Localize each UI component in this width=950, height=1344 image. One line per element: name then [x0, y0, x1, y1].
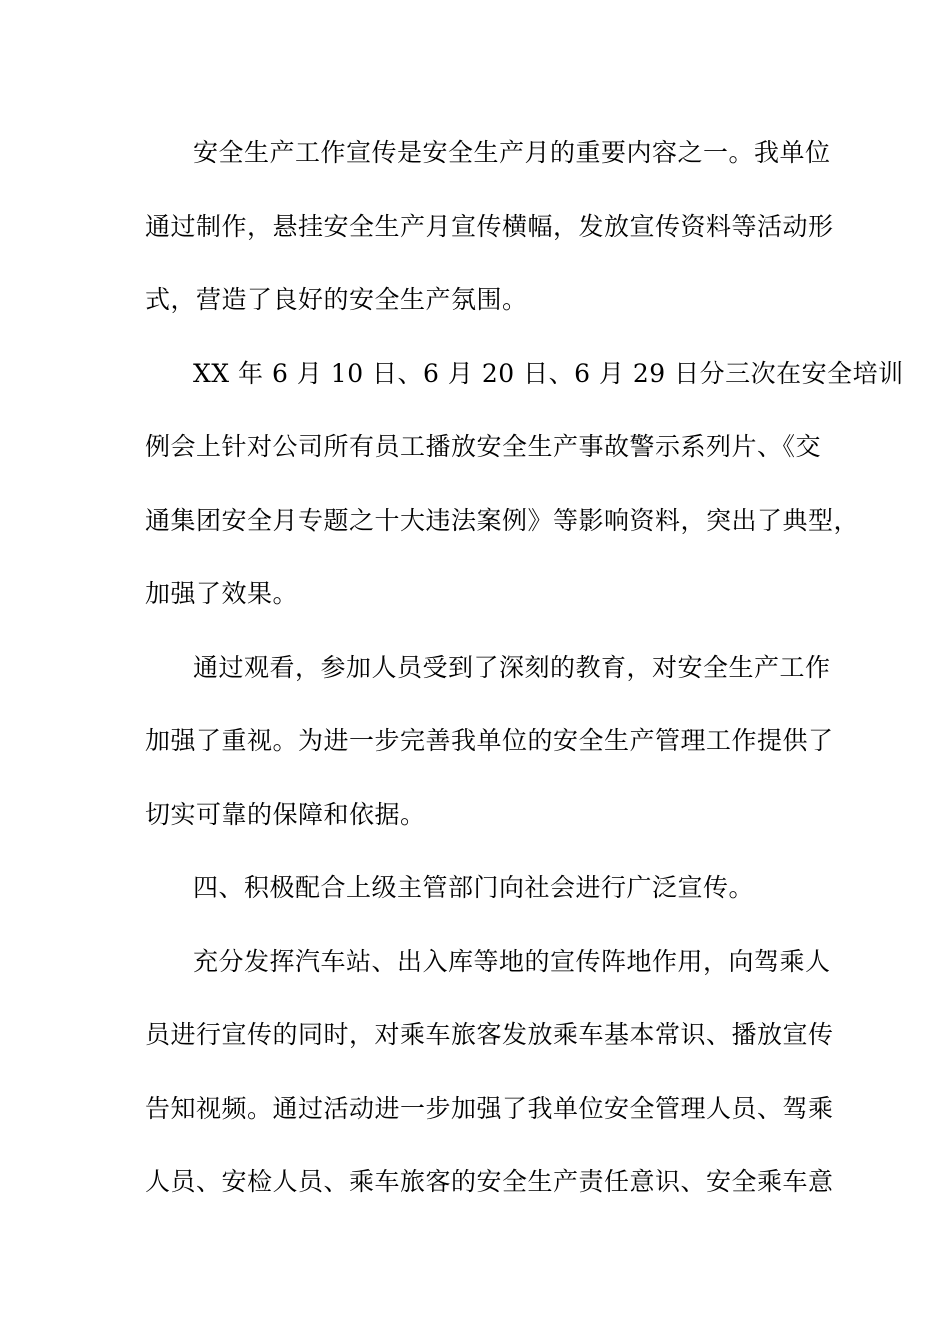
- paragraph-line: 充分发挥汽车站、出入库等地的宣传阵地作用，向驾乘人: [193, 946, 831, 976]
- paragraph-line: 加强了效果。: [145, 579, 299, 608]
- paragraph-line: 员进行宣传的同时，对乘车旅客发放乘车基本常识、播放宣传: [145, 1020, 834, 1049]
- paragraph-line: 通过观看，参加人员受到了深刻的教育，对安全生产工作: [193, 652, 831, 682]
- paragraph-line: 加强了重视。为进一步完善我单位的安全生产管理工作提供了: [145, 726, 834, 755]
- paragraph-line: 切实可靠的保障和依据。: [145, 799, 426, 829]
- paragraph-line: 例会上针对公司所有员工播放安全生产事故警示系列片、《交: [145, 432, 822, 461]
- paragraph-education-results: [145, 643, 834, 864]
- section-heading-line: 四、积极配合上级主管部门向社会进行广泛宣传。: [193, 873, 755, 902]
- paragraph-safety-publicity: [145, 128, 834, 349]
- paragraph-line: 告知视频。通过活动进一步加强了我单位安全管理人员、驾乘: [145, 1093, 834, 1123]
- paragraph-station-publicity: [145, 937, 834, 1231]
- paragraph-line: 通集团安全月专题之十大违法案例》等影响资料，突出了典型，: [145, 505, 860, 535]
- paragraph-line: 安全生产工作宣传是安全生产月的重要内容之一。我单位: [193, 138, 831, 167]
- paragraph-line: 人员、安检人员、乘车旅客的安全生产责任意识、安全乘车意: [145, 1167, 834, 1196]
- document-body: [145, 128, 904, 1231]
- section-heading-four: [145, 863, 825, 937]
- paragraph-line: 式，营造了良好的安全生产氛围。: [145, 285, 528, 314]
- paragraph-line: XX 年 6 月 10 日、6 月 20 日、6 月 29 日分三次在安全培训: [193, 358, 904, 388]
- paragraph-line: 通过制作，悬挂安全生产月宣传横幅，发放宣传资料等活动形: [145, 211, 834, 241]
- paragraph-training-sessions: [145, 349, 904, 643]
